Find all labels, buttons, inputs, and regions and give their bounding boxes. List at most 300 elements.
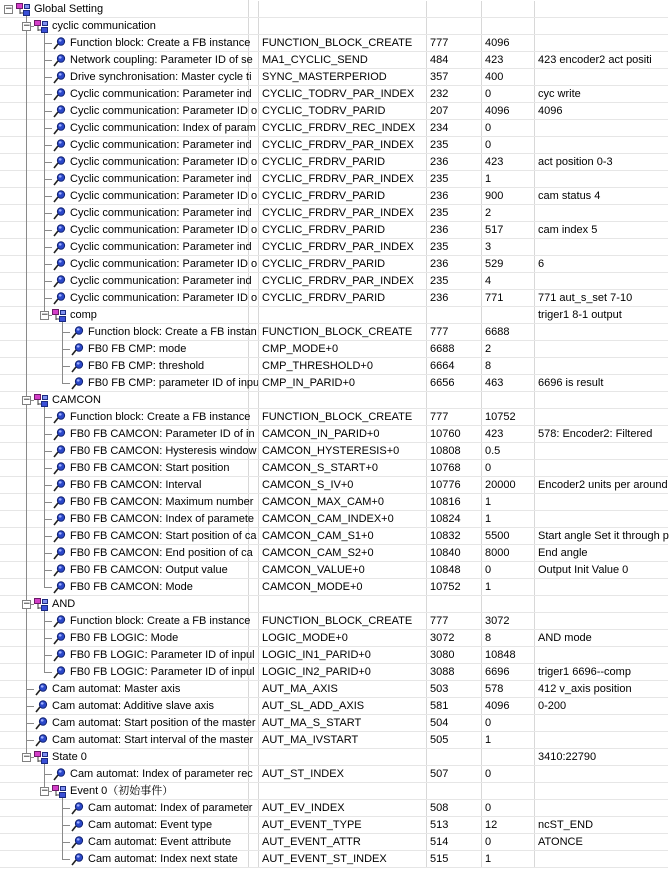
parameter-number-cell[interactable]: 507 [426, 766, 479, 782]
parameter-pin-icon [70, 836, 84, 849]
comment-cell[interactable]: End angle [534, 545, 668, 561]
row-name: Cam automat: Index next state [88, 853, 238, 865]
tree-param-row[interactable] [0, 273, 668, 290]
comment-cell[interactable] [534, 494, 668, 510]
tree-param-row[interactable] [0, 205, 668, 222]
parameter-number-cell[interactable]: 10816 [426, 494, 479, 510]
parameter-number-cell[interactable]: 515 [426, 851, 479, 867]
parameter-number-cell[interactable]: 581 [426, 698, 479, 714]
tree-param-row[interactable] [0, 511, 668, 528]
parameter-number-cell[interactable]: 514 [426, 834, 479, 850]
value-cell[interactable] [481, 783, 534, 799]
value-cell[interactable]: 1 [481, 851, 534, 867]
identifier-cell[interactable]: CMP_IN_PARID+0 [258, 375, 418, 391]
value-cell[interactable]: 517 [481, 222, 534, 238]
tree-param-row[interactable] [0, 35, 668, 52]
comment-cell[interactable] [534, 800, 668, 816]
tree-param-row[interactable] [0, 732, 668, 749]
tree-param-row[interactable] [0, 86, 668, 103]
value-cell[interactable]: 3072 [481, 613, 534, 629]
tree-param-row[interactable] [0, 290, 668, 307]
value-cell[interactable] [481, 1, 534, 17]
parameter-number-cell[interactable] [426, 1, 479, 17]
parameter-pin-icon [52, 258, 66, 271]
value-cell[interactable]: 423 [481, 426, 534, 442]
identifier-cell[interactable]: CAMCON_CAM_S2+0 [258, 545, 418, 561]
identifier-cell[interactable]: CAMCON_CAM_S1+0 [258, 528, 418, 544]
identifier-cell[interactable]: FUNCTION_BLOCK_CREATE [258, 35, 418, 51]
value-cell[interactable]: 1 [481, 494, 534, 510]
identifier-cell[interactable] [258, 783, 418, 799]
row-name: Network coupling: Parameter ID of se [70, 54, 253, 66]
parameter-pin-icon [52, 105, 66, 118]
parameter-pin-icon [70, 377, 84, 390]
parameter-number-cell[interactable]: 505 [426, 732, 479, 748]
comment-cell[interactable] [534, 460, 668, 476]
identifier-cell[interactable]: AUT_MA_AXIS [258, 681, 418, 697]
parameter-pin-icon [52, 275, 66, 288]
value-cell[interactable]: 8 [481, 630, 534, 646]
comment-cell[interactable]: Start angle Set it through p [534, 528, 668, 544]
identifier-cell[interactable]: CAMCON_CAM_INDEX+0 [258, 511, 418, 527]
value-cell[interactable]: 1 [481, 511, 534, 527]
parameter-number-cell[interactable]: 3088 [426, 664, 479, 680]
identifier-cell[interactable]: AUT_EVENT_ATTR [258, 834, 418, 850]
parameter-number-cell[interactable]: 236 [426, 188, 479, 204]
parameter-number-cell[interactable] [426, 783, 479, 799]
identifier-cell[interactable]: CMP_MODE+0 [258, 341, 418, 357]
tree-param-row[interactable] [0, 171, 668, 188]
parameter-number-cell[interactable]: 3080 [426, 647, 479, 663]
parameter-number-cell[interactable]: 777 [426, 35, 479, 51]
comment-cell[interactable]: 4096 [534, 103, 668, 119]
value-cell[interactable]: 4096 [481, 35, 534, 51]
identifier-cell[interactable]: CYCLIC_FRDRV_PAR_INDEX [258, 273, 418, 289]
parameter-number-cell[interactable]: 10832 [426, 528, 479, 544]
value-cell[interactable]: 8 [481, 358, 534, 374]
identifier-cell[interactable] [258, 307, 418, 323]
identifier-cell[interactable]: AUT_EVENT_TYPE [258, 817, 418, 833]
parameter-pin-icon [52, 513, 66, 526]
tree-group-row[interactable] [0, 596, 668, 613]
identifier-cell[interactable]: AUT_SL_ADD_AXIS [258, 698, 418, 714]
folder-group-icon [52, 309, 66, 322]
value-cell[interactable]: 4096 [481, 103, 534, 119]
parameter-number-cell[interactable]: 3072 [426, 630, 479, 646]
tree-param-row[interactable] [0, 324, 668, 341]
comment-cell[interactable] [534, 239, 668, 255]
tree-group-row[interactable] [0, 307, 668, 324]
tree-param-row[interactable] [0, 681, 668, 698]
identifier-cell[interactable]: CYCLIC_TODRV_PAR_INDEX [258, 86, 418, 102]
value-cell[interactable]: 0 [481, 766, 534, 782]
value-cell[interactable]: 4096 [481, 698, 534, 714]
value-cell[interactable]: 2 [481, 205, 534, 221]
comment-cell[interactable] [534, 18, 668, 34]
parameter-number-cell[interactable]: 508 [426, 800, 479, 816]
parameter-number-cell[interactable]: 207 [426, 103, 479, 119]
value-cell[interactable]: 0 [481, 562, 534, 578]
identifier-cell[interactable]: FUNCTION_BLOCK_CREATE [258, 409, 418, 425]
parameter-number-cell[interactable]: 6688 [426, 341, 479, 357]
parameter-pin-icon [70, 819, 84, 832]
value-cell[interactable]: 529 [481, 256, 534, 272]
parameter-pin-icon [70, 853, 84, 866]
parameter-pin-icon [34, 700, 48, 713]
parameter-number-cell[interactable]: 10752 [426, 579, 479, 595]
parameter-number-cell[interactable] [426, 596, 479, 612]
identifier-cell[interactable]: MA1_CYCLIC_SEND [258, 52, 418, 68]
identifier-cell[interactable] [258, 18, 418, 34]
identifier-cell[interactable]: AUT_EVENT_ST_INDEX [258, 851, 418, 867]
identifier-cell[interactable] [258, 749, 418, 765]
parameter-number-cell[interactable]: 235 [426, 171, 479, 187]
comment-cell[interactable] [534, 443, 668, 459]
collapse-toggle-icon[interactable]: − [23, 599, 31, 609]
parameter-number-cell[interactable]: 235 [426, 137, 479, 153]
value-cell[interactable]: 6688 [481, 324, 534, 340]
identifier-cell[interactable] [258, 1, 418, 17]
tree-group-row[interactable] [0, 392, 668, 409]
identifier-cell[interactable]: CAMCON_MAX_CAM+0 [258, 494, 418, 510]
tree-param-row[interactable] [0, 664, 668, 681]
comment-cell[interactable] [534, 358, 668, 374]
parameter-number-cell[interactable]: 6664 [426, 358, 479, 374]
parameter-pin-icon [52, 122, 66, 135]
identifier-cell[interactable]: CYCLIC_FRDRV_PAR_INDEX [258, 239, 418, 255]
tree-param-row[interactable] [0, 375, 668, 392]
tree-group-row[interactable] [0, 783, 668, 800]
parameter-number-cell[interactable]: 10848 [426, 562, 479, 578]
parameter-number-cell[interactable]: 10776 [426, 477, 479, 493]
collapse-toggle-icon[interactable]: − [41, 310, 49, 320]
parameter-pin-icon [52, 207, 66, 220]
row-name: Function block: Create a FB instance [70, 615, 251, 627]
value-cell[interactable]: 2 [481, 341, 534, 357]
tree-param-row[interactable] [0, 239, 668, 256]
comment-cell[interactable]: 0-200 [534, 698, 668, 714]
tree-param-row[interactable] [0, 562, 668, 579]
identifier-cell[interactable]: CYCLIC_FRDRV_PAR_INDEX [258, 137, 418, 153]
tree-param-row[interactable] [0, 256, 668, 273]
row-name: FB0 FB CAMCON: Index of paramete [70, 513, 255, 525]
comment-cell[interactable]: 578: Encoder2: Filtered [534, 426, 668, 442]
identifier-cell[interactable]: FUNCTION_BLOCK_CREATE [258, 324, 418, 340]
row-name: Drive synchronisation: Master cycle ti [70, 71, 252, 83]
identifier-cell[interactable]: AUT_EV_INDEX [258, 800, 418, 816]
identifier-cell[interactable] [258, 392, 418, 408]
tree-param-row[interactable] [0, 579, 668, 596]
row-name: Cyclic communication: Parameter ind [70, 241, 252, 253]
comment-cell[interactable]: cyc write [534, 86, 668, 102]
comment-cell[interactable] [534, 647, 668, 663]
parameter-number-cell[interactable]: 504 [426, 715, 479, 731]
identifier-cell[interactable]: CAMCON_MODE+0 [258, 579, 418, 595]
tree-param-row[interactable] [0, 120, 668, 137]
identifier-cell[interactable]: CYCLIC_FRDRV_PARID [258, 154, 418, 170]
parameter-pin-icon [70, 360, 84, 373]
identifier-cell[interactable]: LOGIC_MODE+0 [258, 630, 418, 646]
identifier-cell[interactable]: AUT_ST_INDEX [258, 766, 418, 782]
row-name: FB0 FB CAMCON: Maximum number [70, 496, 254, 508]
identifier-cell[interactable]: CYCLIC_FRDRV_REC_INDEX [258, 120, 418, 136]
comment-cell[interactable]: Output Init Value 0 [534, 562, 668, 578]
value-cell[interactable]: 0 [481, 800, 534, 816]
identifier-cell[interactable]: CYCLIC_FRDRV_PARID [258, 222, 418, 238]
identifier-cell[interactable]: SYNC_MASTERPERIOD [258, 69, 418, 85]
comment-cell[interactable]: 412 v_axis position [534, 681, 668, 697]
comment-cell[interactable] [534, 273, 668, 289]
value-cell[interactable]: 900 [481, 188, 534, 204]
row-name: Cam automat: Event type [88, 819, 213, 831]
tree-param-row[interactable] [0, 715, 668, 732]
identifier-cell[interactable]: CAMCON_IN_PARID+0 [258, 426, 418, 442]
tree-param-row[interactable] [0, 222, 668, 239]
tree-param-row[interactable] [0, 528, 668, 545]
value-cell[interactable] [481, 392, 534, 408]
collapse-toggle-icon[interactable]: − [23, 21, 31, 31]
tree-param-row[interactable] [0, 341, 668, 358]
identifier-cell[interactable]: FUNCTION_BLOCK_CREATE [258, 613, 418, 629]
value-cell[interactable]: 771 [481, 290, 534, 306]
parameter-number-cell[interactable]: 234 [426, 120, 479, 136]
value-cell[interactable]: 400 [481, 69, 534, 85]
collapse-toggle-icon[interactable]: − [41, 786, 49, 796]
identifier-cell[interactable] [258, 596, 418, 612]
comment-cell[interactable] [534, 392, 668, 408]
tree-group-row[interactable] [0, 749, 668, 766]
folder-group-icon [34, 20, 48, 33]
comment-cell[interactable] [534, 613, 668, 629]
value-cell[interactable]: 8000 [481, 545, 534, 561]
tree-param-row[interactable] [0, 477, 668, 494]
parameter-number-cell[interactable]: 236 [426, 290, 479, 306]
comment-cell[interactable]: 423 encoder2 act positi [534, 52, 668, 68]
comment-cell[interactable] [534, 596, 668, 612]
identifier-cell[interactable]: CMP_THRESHOLD+0 [258, 358, 418, 374]
parameter-number-cell[interactable]: 513 [426, 817, 479, 833]
parameter-number-cell[interactable]: 6656 [426, 375, 479, 391]
comment-cell[interactable] [534, 1, 668, 17]
parameter-number-cell[interactable]: 236 [426, 256, 479, 272]
parameter-number-cell[interactable]: 235 [426, 205, 479, 221]
parameter-pin-icon [34, 717, 48, 730]
tree-param-row[interactable] [0, 494, 668, 511]
identifier-cell[interactable]: LOGIC_IN2_PARID+0 [258, 664, 418, 680]
comment-cell[interactable] [534, 137, 668, 153]
comment-cell[interactable] [534, 69, 668, 85]
comment-cell[interactable] [534, 766, 668, 782]
row-name: FB0 FB CAMCON: Start position of ca [70, 530, 257, 542]
tree-param-row[interactable] [0, 647, 668, 664]
tree-group-row[interactable] [0, 18, 668, 35]
parameter-pin-icon [52, 530, 66, 543]
value-cell[interactable]: 12 [481, 817, 534, 833]
identifier-cell[interactable]: CAMCON_HYSTERESIS+0 [258, 443, 418, 459]
comment-cell[interactable]: ncST_END [534, 817, 668, 833]
parameter-pin-icon [52, 581, 66, 594]
parameter-number-cell[interactable]: 10824 [426, 511, 479, 527]
value-cell[interactable]: 0 [481, 834, 534, 850]
comment-cell[interactable] [534, 783, 668, 799]
parameter-number-cell[interactable]: 10768 [426, 460, 479, 476]
value-cell[interactable]: 0 [481, 460, 534, 476]
parameter-pin-icon [52, 564, 66, 577]
comment-cell[interactable] [534, 579, 668, 595]
comment-cell[interactable] [534, 851, 668, 867]
value-cell[interactable]: 10752 [481, 409, 534, 425]
parameter-number-cell[interactable]: 777 [426, 409, 479, 425]
identifier-cell[interactable]: AUT_MA_S_START [258, 715, 418, 731]
value-cell[interactable]: 423 [481, 154, 534, 170]
tree-param-row[interactable] [0, 188, 668, 205]
tree-param-row[interactable] [0, 103, 668, 120]
tree-param-row[interactable] [0, 698, 668, 715]
row-name: State 0 [52, 751, 87, 763]
tree-param-row[interactable] [0, 426, 668, 443]
parameter-number-cell[interactable]: 357 [426, 69, 479, 85]
value-cell[interactable] [481, 307, 534, 323]
value-cell[interactable]: 4 [481, 273, 534, 289]
comment-cell[interactable] [534, 715, 668, 731]
identifier-cell[interactable]: CYCLIC_FRDRV_PAR_INDEX [258, 205, 418, 221]
comment-cell[interactable]: AND mode [534, 630, 668, 646]
comment-cell[interactable] [534, 341, 668, 357]
identifier-cell[interactable]: CYCLIC_FRDRV_PARID [258, 290, 418, 306]
tree-param-row[interactable] [0, 800, 668, 817]
value-cell[interactable] [481, 749, 534, 765]
comment-cell[interactable]: triger1 8-1 output [534, 307, 668, 323]
collapse-toggle-icon[interactable]: − [5, 4, 13, 14]
tree-param-row[interactable] [0, 630, 668, 647]
parameter-number-cell[interactable] [426, 18, 479, 34]
parameter-number-cell[interactable] [426, 307, 479, 323]
parameter-number-cell[interactable]: 10840 [426, 545, 479, 561]
comment-cell[interactable]: act position 0-3 [534, 154, 668, 170]
parameter-number-cell[interactable]: 235 [426, 239, 479, 255]
tree-param-row[interactable] [0, 409, 668, 426]
parameter-number-cell[interactable] [426, 392, 479, 408]
tree-param-row[interactable] [0, 137, 668, 154]
tree-param-row[interactable] [0, 613, 668, 630]
parameter-number-cell[interactable]: 503 [426, 681, 479, 697]
comment-cell[interactable] [534, 120, 668, 136]
value-cell[interactable] [481, 18, 534, 34]
comment-cell[interactable]: 6696 is result [534, 375, 668, 391]
parameter-number-cell[interactable]: 232 [426, 86, 479, 102]
value-cell[interactable]: 423 [481, 52, 534, 68]
value-cell[interactable]: 0 [481, 715, 534, 731]
comment-cell[interactable] [534, 732, 668, 748]
row-name: FB0 FB CAMCON: Interval [70, 479, 202, 491]
comment-cell[interactable]: Encoder2 units per around [534, 477, 668, 493]
value-cell[interactable] [481, 596, 534, 612]
parameter-number-cell[interactable]: 484 [426, 52, 479, 68]
tree-param-row[interactable] [0, 358, 668, 375]
value-cell[interactable]: 1 [481, 579, 534, 595]
identifier-cell[interactable]: CAMCON_VALUE+0 [258, 562, 418, 578]
comment-cell[interactable] [534, 35, 668, 51]
value-cell[interactable]: 0 [481, 86, 534, 102]
comment-cell[interactable] [534, 409, 668, 425]
comment-cell[interactable]: 3410:22790 [534, 749, 668, 765]
value-cell[interactable]: 5500 [481, 528, 534, 544]
value-cell[interactable]: 0 [481, 137, 534, 153]
identifier-cell[interactable]: CYCLIC_FRDRV_PARID [258, 188, 418, 204]
tree-param-row[interactable] [0, 851, 668, 868]
parameter-number-cell[interactable]: 236 [426, 222, 479, 238]
tree-param-row[interactable] [0, 154, 668, 171]
comment-cell[interactable] [534, 205, 668, 221]
tree-param-row[interactable] [0, 443, 668, 460]
parameter-number-cell[interactable]: 236 [426, 154, 479, 170]
tree-param-row[interactable] [0, 460, 668, 477]
tree-param-row[interactable] [0, 817, 668, 834]
tree-param-row[interactable] [0, 834, 668, 851]
comment-cell[interactable] [534, 171, 668, 187]
parameter-number-cell[interactable] [426, 749, 479, 765]
value-cell[interactable]: 6696 [481, 664, 534, 680]
value-cell[interactable]: 1 [481, 732, 534, 748]
collapse-toggle-icon[interactable]: − [23, 395, 31, 405]
identifier-cell[interactable]: LOGIC_IN1_PARID+0 [258, 647, 418, 663]
identifier-cell[interactable]: CAMCON_S_START+0 [258, 460, 418, 476]
comment-cell[interactable]: ATONCE [534, 834, 668, 850]
value-cell[interactable]: 20000 [481, 477, 534, 493]
parameter-number-cell[interactable]: 777 [426, 324, 479, 340]
comment-cell[interactable] [534, 511, 668, 527]
tree-param-row[interactable] [0, 69, 668, 86]
value-cell[interactable]: 3 [481, 239, 534, 255]
parameter-pin-icon [52, 666, 66, 679]
parameter-number-cell[interactable]: 10760 [426, 426, 479, 442]
identifier-cell[interactable]: CYCLIC_FRDRV_PAR_INDEX [258, 171, 418, 187]
parameter-pin-icon [52, 54, 66, 67]
tree-param-row[interactable] [0, 545, 668, 562]
parameter-number-cell[interactable]: 777 [426, 613, 479, 629]
value-cell[interactable]: 578 [481, 681, 534, 697]
parameter-pin-icon [52, 428, 66, 441]
parameter-number-cell[interactable]: 10808 [426, 443, 479, 459]
identifier-cell[interactable]: CYCLIC_FRDRV_PARID [258, 256, 418, 272]
collapse-toggle-icon[interactable]: − [23, 752, 31, 762]
folder-group-icon [52, 785, 66, 798]
value-cell[interactable]: 0.5 [481, 443, 534, 459]
comment-cell[interactable] [534, 324, 668, 340]
value-cell[interactable]: 1 [481, 171, 534, 187]
comment-cell[interactable]: cam index 5 [534, 222, 668, 238]
parameter-pin-icon [52, 173, 66, 186]
identifier-cell[interactable]: CAMCON_S_IV+0 [258, 477, 418, 493]
tree-param-row[interactable] [0, 52, 668, 69]
row-name: Cam automat: Additive slave axis [52, 700, 215, 712]
comment-cell[interactable]: triger1 6696--comp [534, 664, 668, 680]
value-cell[interactable]: 463 [481, 375, 534, 391]
comment-cell[interactable]: 6 [534, 256, 668, 272]
parameter-number-cell[interactable]: 235 [426, 273, 479, 289]
value-cell[interactable]: 10848 [481, 647, 534, 663]
comment-cell[interactable]: 771 aut_s_set 7-10 [534, 290, 668, 306]
identifier-cell[interactable]: CYCLIC_TODRV_PARID [258, 103, 418, 119]
row-name: Cyclic communication: Parameter ind [70, 88, 252, 100]
tree-param-row[interactable] [0, 766, 668, 783]
comment-cell[interactable]: cam status 4 [534, 188, 668, 204]
identifier-cell[interactable]: AUT_MA_IVSTART [258, 732, 418, 748]
parameter-pin-icon [52, 71, 66, 84]
row-name: Cyclic communication: Index of param [70, 122, 256, 134]
tree-group-row[interactable] [0, 1, 668, 18]
value-cell[interactable]: 0 [481, 120, 534, 136]
